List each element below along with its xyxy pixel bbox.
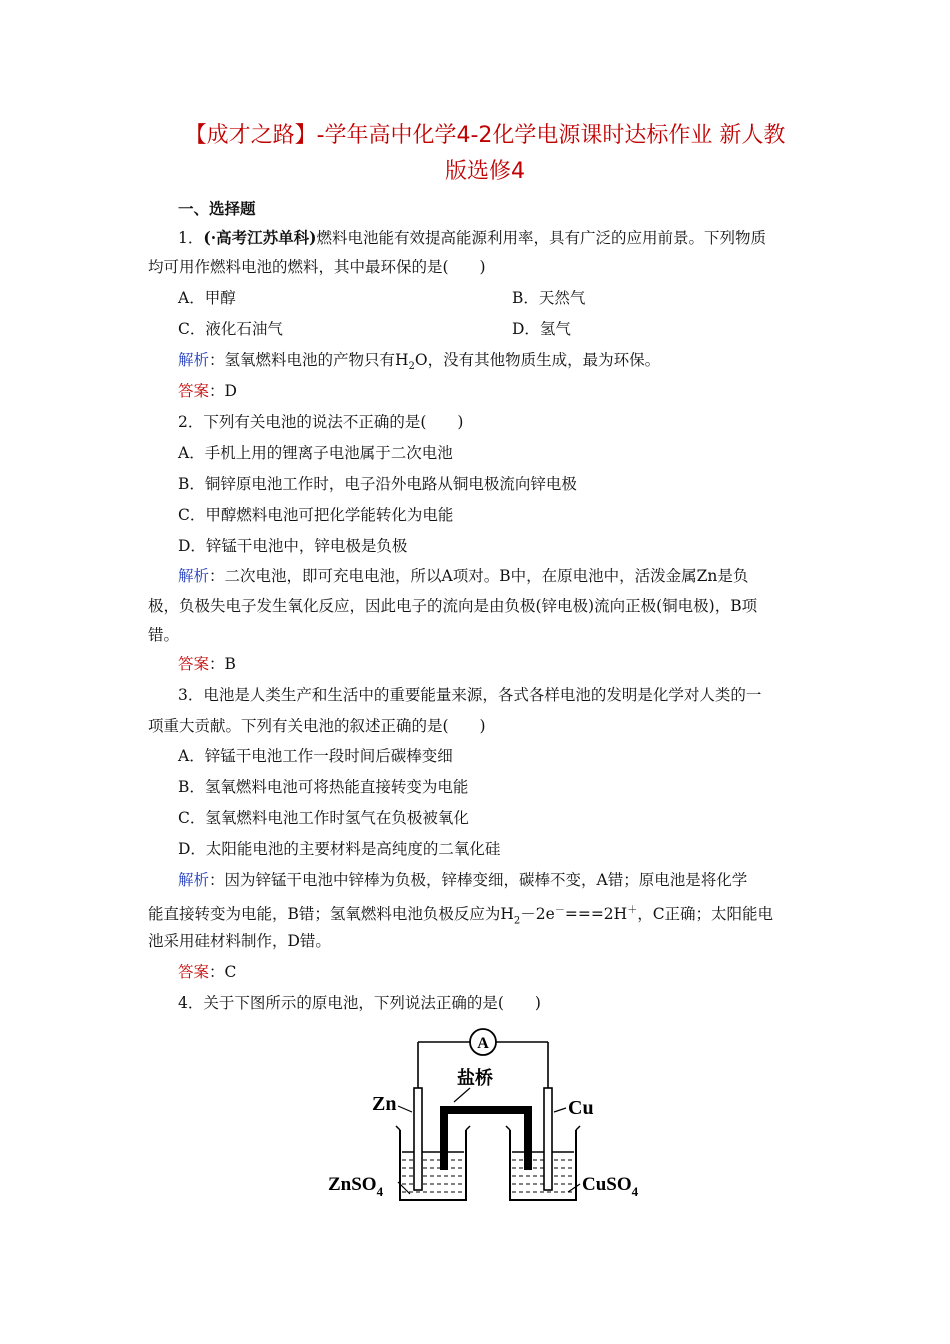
q1-option-c: C．液化石油气 [178, 320, 283, 338]
q3-analysis-line1 [178, 870, 808, 890]
q2-answer [178, 654, 808, 674]
q3-analysis-text2-end: ，C正确；太阳能电 [637, 905, 774, 924]
salt-bridge [444, 1110, 528, 1170]
subscript: 4 [376, 1184, 384, 1199]
subscript: 2 [408, 361, 415, 373]
right-solution [512, 1152, 574, 1192]
q2-analysis-line2: 极，负极失电子发生氧化反应，因此电子的流向是由负极(锌电极)流向正极(铜电极)，B项 [148, 597, 758, 615]
pointer-line [554, 1108, 566, 1112]
q3-analysis-line3: 池采用硅材料制作，D错。 [148, 932, 331, 950]
q1-analysis [178, 350, 808, 377]
pointer-line [454, 1088, 470, 1102]
answer-label: 答案 [178, 655, 210, 673]
q1-analysis-text-end: O，没有其他物质生成，最为环保。 [414, 351, 661, 369]
copper-electrode [544, 1088, 552, 1190]
analysis-label: 解析 [178, 351, 210, 369]
q4-stem: 4．关于下图所示的原电池，下列说法正确的是( ) [178, 994, 541, 1012]
q2-option-d: D．锌锰干电池中，锌电极是负极 [178, 537, 408, 555]
q3-stem-line1: 3．电池是人类生产和生活中的重要能量来源，各式各样电池的发明是化学对人类的一 [178, 686, 762, 704]
subscript: 4 [631, 1184, 639, 1199]
right-beaker [510, 1130, 576, 1200]
q3-analysis-line2 [148, 901, 808, 931]
q1-answer [178, 381, 808, 401]
zn-label: Zn [372, 1093, 397, 1115]
zinc-electrode [414, 1088, 422, 1190]
q3-option-c: C．氢氧燃料电池工作时氢气在负极被氧化 [178, 809, 469, 827]
q3-option-a: A．锌锰干电池工作一段时间后碳棒变细 [178, 747, 453, 765]
salt-bridge-label: 盐桥 [457, 1068, 493, 1089]
q2-analysis-line1 [178, 566, 808, 586]
q2-option-b: B．铜锌原电池工作时，电子沿外电路从铜电极流向锌电极 [178, 475, 577, 493]
title-line-2: 版选修4 [445, 159, 525, 184]
answer-label: 答案 [178, 963, 210, 981]
q2-analysis-line3: 错。 [148, 626, 180, 644]
ammeter-label: A [477, 1035, 489, 1052]
q1-analysis-text: ：氢氧燃料电池的产物只有H [209, 351, 409, 369]
q2-analysis-text1: ：二次电池，即可充电电池，所以A项对。B中，在原电池中，活泼金属Zn是负 [209, 567, 749, 585]
q2-answer-value: ：B [209, 655, 236, 673]
galvanic-cell-diagram [320, 1022, 660, 1212]
superscript: ＋ [627, 905, 638, 916]
q3-analysis-text2-mid: －2e [520, 905, 555, 924]
beaker-lip [396, 1126, 470, 1130]
cuso4-label [582, 1174, 639, 1199]
znso4-text: ZnSO [328, 1174, 377, 1195]
q1-stem-line1 [178, 228, 808, 248]
cu-label: Cu [568, 1097, 594, 1119]
q1-option-d: D．氢气 [512, 320, 571, 338]
q1-answer-value: ：D [209, 382, 237, 400]
analysis-label: 解析 [178, 871, 210, 889]
answer-label: 答案 [178, 382, 210, 400]
q2-option-a: A．手机上用的锂离子电池属于二次电池 [178, 444, 453, 462]
q1-number: 1． [178, 229, 204, 247]
title-line-1: 【成才之路】-学年高中化学4-2化学电源课时达标作业 新人教 [184, 123, 786, 148]
cuso4-text: CuSO [582, 1174, 632, 1195]
q1-option-b: B．天然气 [512, 289, 586, 307]
q1-text1: 燃料电池能有效提高能源利用率，具有广泛的应用前景。下列物质 [316, 229, 766, 247]
pointer-line [568, 1184, 580, 1192]
q3-analysis-text2: 能直接转变为电能，B错；氢氧燃料电池负极反应为H [148, 905, 514, 924]
pointer-line [398, 1106, 412, 1112]
q3-analysis-text2-mid2: ===2H [564, 905, 628, 924]
section-heading: 一、选择题 [178, 199, 256, 218]
q3-option-b: B．氢氧燃料电池可将热能直接转变为电能 [178, 778, 469, 796]
q1-stem-line2: 均可用作燃料电池的燃料，其中最环保的是( ) [148, 258, 486, 276]
q2-option-c: C．甲醇燃料电池可把化学能转化为电能 [178, 506, 454, 524]
q3-answer [178, 962, 808, 982]
analysis-label: 解析 [178, 567, 210, 585]
superscript: － [554, 905, 565, 916]
q2-stem: 2．下列有关电池的说法不正确的是( ) [178, 413, 464, 431]
left-solution [402, 1152, 464, 1192]
q3-answer-value: ：C [209, 963, 237, 981]
q1-source: (·高考江苏单科) [203, 228, 317, 247]
q3-analysis-text1: ：因为锌锰干电池中锌棒为负极，锌棒变细，碳棒不变，A错；原电池是将化学 [209, 871, 748, 889]
q1-option-a: A．甲醇 [178, 289, 236, 307]
q3-option-d: D．太阳能电池的主要材料是高纯度的二氧化硅 [178, 840, 501, 858]
subscript: 2 [513, 915, 521, 927]
left-beaker [400, 1130, 466, 1200]
beaker-lip [506, 1126, 580, 1130]
document-title [150, 118, 820, 190]
znso4-label [328, 1174, 384, 1199]
q3-stem-line2: 项重大贡献。下列有关电池的叙述正确的是( ) [148, 717, 486, 735]
